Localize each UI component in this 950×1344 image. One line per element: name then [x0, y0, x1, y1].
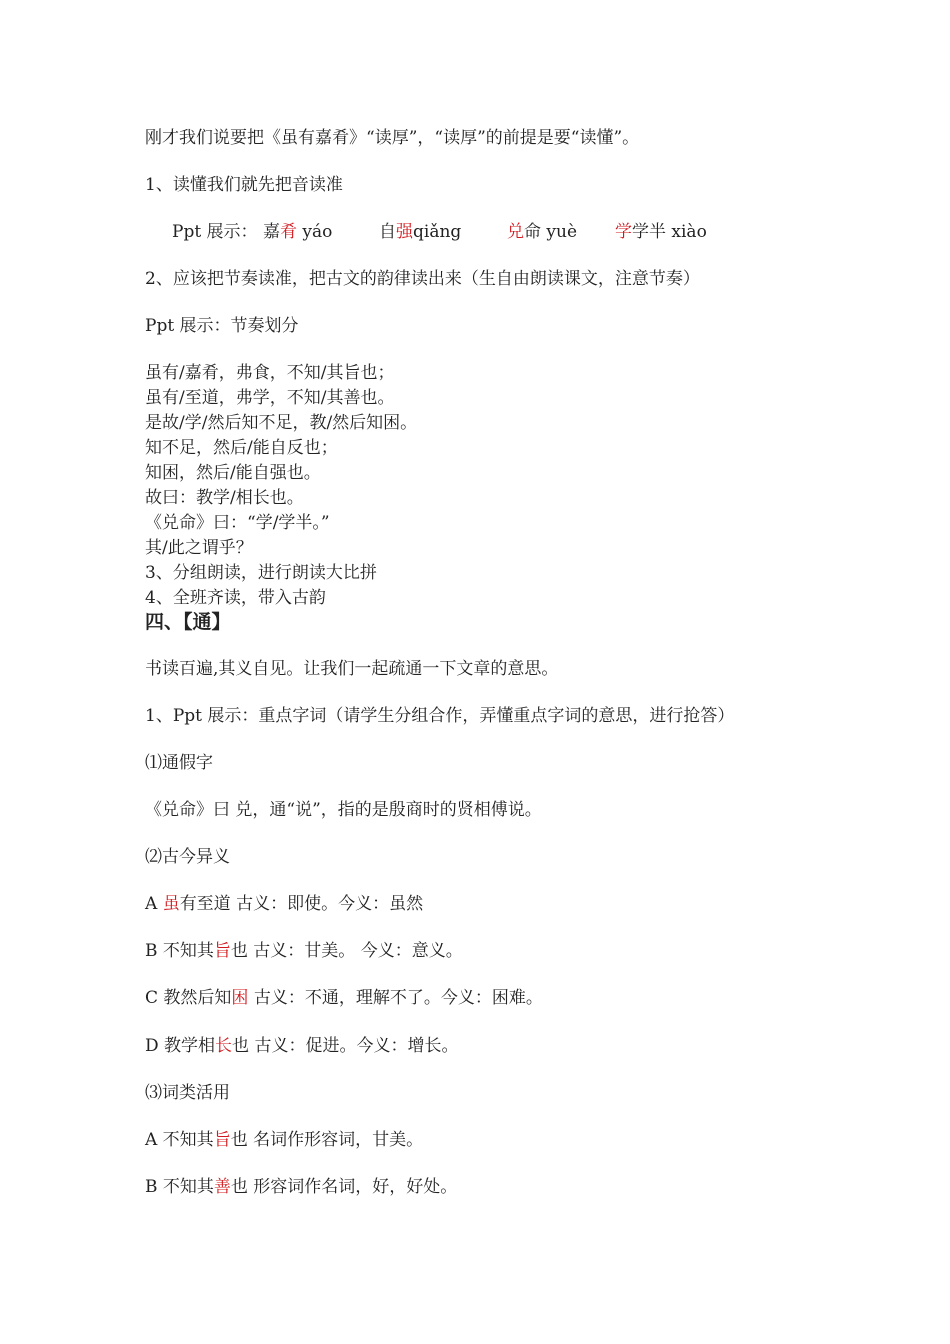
- cilei-item-b-key: 善: [213, 1177, 231, 1197]
- guji-item-d: [145, 1034, 458, 1058]
- pinyin-item-4-post: 学半 xiào: [632, 222, 707, 242]
- subheading-cilei: ⑶词类活用: [145, 1083, 230, 1103]
- cilei-item-b-post: 也 形容词作名词，好，好处。: [230, 1177, 458, 1197]
- guji-item-d-pre: D 教学相: [145, 1036, 216, 1056]
- cilei-item-b-pre: B 不知其: [145, 1177, 214, 1197]
- pinyin-item-1-red: 肴: [280, 222, 297, 242]
- rhythm-line: 其/此之谓乎？: [145, 538, 253, 558]
- guji-item-d-post: 也 古义：促进。今义：增长。: [232, 1036, 459, 1056]
- pinyin-item-1-post: yáo: [297, 222, 333, 242]
- pinyin-ppt-line: [172, 220, 792, 244]
- rhythm-line: 虽有/至道，弗学，不知/其善也。: [145, 388, 395, 408]
- cilei-item-a-key: 旨: [213, 1130, 231, 1150]
- step-4-text: 4、全班齐读，带入古韵: [145, 588, 326, 608]
- guji-item-c: [145, 986, 543, 1010]
- guji-item-b-key: 旨: [213, 941, 231, 961]
- guji-item-c-key: 困: [231, 988, 249, 1008]
- section-heading: 四、【通】: [145, 611, 231, 633]
- pinyin-item-2-red: 强: [396, 222, 413, 242]
- pinyin-item-2: [379, 220, 461, 244]
- pinyin-label: Ppt 展示：: [172, 222, 258, 242]
- pinyin-item-2-pre: 自: [379, 222, 396, 242]
- pinyin-item-3: [507, 220, 577, 244]
- guji-item-b-pre: B 不知其: [145, 941, 214, 961]
- cilei-item-a: [145, 1128, 423, 1152]
- intro-paragraph: 刚才我们说要把《虽有嘉肴》“读厚”，“读厚”的前提是要“读懂”。: [145, 128, 640, 148]
- rhythm-line: 知不足，然后/能自反也；: [145, 438, 338, 458]
- guji-item-a-pre: A: [145, 894, 163, 914]
- guji-item-a-key: 虽: [162, 894, 180, 914]
- tong-intro: 书读百遍,其义自见。让我们一起疏通一下文章的意思。: [145, 659, 559, 679]
- rhythm-line: 《兑命》曰：“学/学半。”: [145, 513, 330, 533]
- guji-item-c-post: 古义：不通，理解不了。今义：困难。: [248, 988, 543, 1008]
- step-1-text: 1、读懂我们就先把音读准: [145, 175, 343, 195]
- subheading-tongjia: ⑴通假字: [145, 753, 213, 773]
- guji-item-b: [145, 939, 463, 963]
- cilei-item-a-post: 也 名词作形容词，甘美。: [230, 1130, 424, 1150]
- tong-step-1: 1、Ppt 展示：重点字词（请学生分组合作，弄懂重点字词的意思，进行抢答）: [145, 706, 735, 726]
- rhythm-line: 是故/学/然后知不足，教/然后知困。: [145, 413, 418, 433]
- pinyin-item-3-red: 兑: [507, 222, 524, 242]
- rhythm-title: Ppt 展示：节奏划分: [145, 316, 299, 336]
- pinyin-item-3-post: 命 yuè: [524, 222, 578, 242]
- guji-item-d-key: 长: [215, 1036, 233, 1056]
- pinyin-item-1-pre: 嘉: [263, 222, 280, 242]
- subheading-guji: ⑵古今异义: [145, 847, 230, 867]
- pinyin-item-4: [615, 220, 707, 244]
- rhythm-line: 故曰：教学/相长也。: [145, 488, 304, 508]
- rhythm-line: 虽有/嘉肴，弗食，不知/其旨也；: [145, 363, 395, 383]
- guji-item-a-post: 有至道 古义：即使。今义：虽然: [179, 894, 424, 914]
- step-3-text: 3、分组朗读，进行朗读大比拼: [145, 563, 377, 583]
- pinyin-item-1: [263, 220, 332, 244]
- pinyin-item-4-red: 学: [615, 222, 632, 242]
- rhythm-line: 知困，然后/能自强也。: [145, 463, 321, 483]
- tongjia-text: 《兑命》曰 兑，通“说”，指的是殷商时的贤相傅说。: [145, 800, 542, 820]
- cilei-item-a-pre: A 不知其: [145, 1130, 214, 1150]
- guji-item-b-post: 也 古义：甘美。 今义：意义。: [230, 941, 463, 961]
- step-2-text: 2、应该把节奏读准，把古文的韵律读出来（生自由朗读课文，注意节奏）: [145, 269, 700, 289]
- pinyin-item-2-post: qiǎng: [413, 222, 462, 242]
- cilei-item-b: [145, 1175, 457, 1199]
- guji-item-c-pre: C 教然后知: [145, 988, 232, 1008]
- guji-item-a: [145, 892, 423, 916]
